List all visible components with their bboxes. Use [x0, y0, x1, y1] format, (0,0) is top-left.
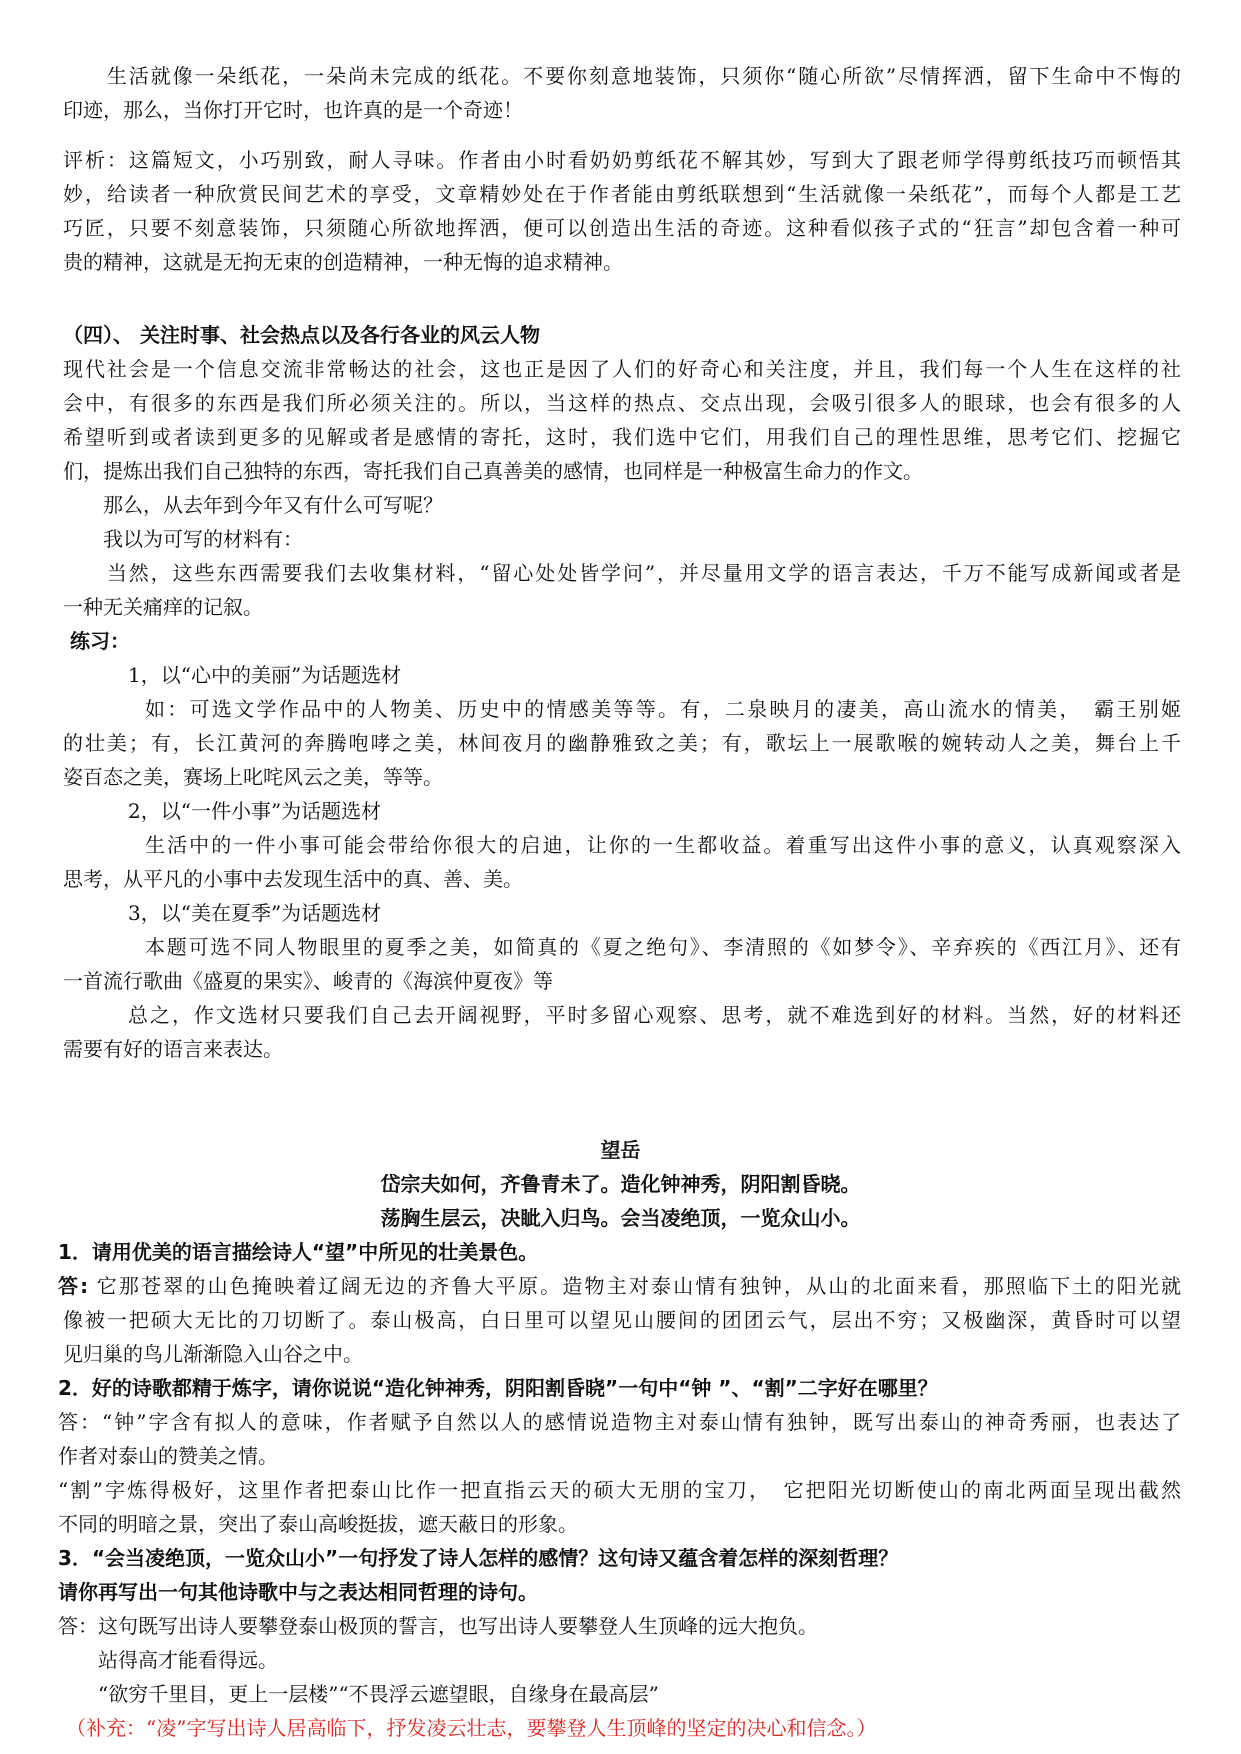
summary-line: 总之，作文选材只要我们自己去开阔视野，平时多留心观察、思考，就不难选到好的材料。当然，好的材料还 — [128, 1003, 1181, 1027]
section-heading: （四）、 关注时事、社会热点以及各行各业的风云人物 — [63, 323, 540, 347]
section-paragraph-line: 现代社会是一个信息交流非常畅达的社会，这也正是因了人们的好奇心和关注度，并且，我们每一个人生在这样的社 — [63, 357, 1181, 381]
commentary-line: 妙，给读者一种欣赏民间艺术的享受，文章精妙处在于作者能由剪纸联想到“生活就像一朵纸花”，而每个人都是工艺 — [63, 182, 1181, 206]
answer-2-line: 不同的明暗之景，突出了泰山高峻挺拔，遮天蔽日的形象。 — [58, 1512, 578, 1536]
question-3: 3．“会当凌绝顶，一览众山小”一句抒发了诗人怎样的感情？这句诗又蕴含着怎样的深刻哲理？ — [58, 1546, 899, 1570]
poem-line: 荡胸生层云，决眦入归鸟。会当凌绝顶，一览众山小。 — [380, 1206, 861, 1230]
poem-title: 望岳 — [600, 1138, 641, 1162]
answer-1-line: 见归巢的鸟儿渐渐隐入山谷之中。 — [63, 1342, 363, 1366]
answer-1-line — [58, 1271, 1181, 1301]
question-1: 1．请用优美的语言描绘诗人“望”中所见的壮美景色。 — [58, 1240, 539, 1264]
answer-3-line: 站得高才能看得远。 — [58, 1648, 278, 1672]
section-question: 那么，从去年到今年又有什么可写呢？ — [63, 493, 443, 517]
question-2: 2．好的诗歌都精于炼字，请你说说“造化钟神秀，阴阳割昏晓”一句中“钟 ”、“割”二字好在哪里？ — [58, 1376, 938, 1400]
answer-2-line: 作者对泰山的赞美之情。 — [58, 1444, 278, 1468]
section-paragraph-line: 们，提炼出我们自己独特的东西，寄托我们自己真善美的感情，也同样是一种极富生命力的作文。 — [63, 459, 923, 483]
exercise-heading: 练习： — [70, 629, 130, 653]
answer-1-text: 它那苍翠的山色掩映着辽阔无边的齐鲁大平原。造物主对泰山情有独钟，从山的北面来看，那照临下土的阳光就 — [88, 1274, 1181, 1298]
section-paragraph-line: 希望听到或者读到更多的见解或者是感情的寄托，这时，我们选中它们，用我们自己的理性思维，思考它们、挖掘它 — [63, 425, 1181, 449]
question-3: 请你再写出一句其他诗歌中与之表达相同哲理的诗句。 — [58, 1580, 538, 1604]
answer-2-line: “割”字炼得极好，这里作者把泰山比作一把直指云天的硕大无朋的宝刀， 它把阳光切断使山的南北两面呈现出截然 — [58, 1478, 1181, 1502]
commentary-line: 巧匠，只要不刻意装饰，只须随心所欲地挥洒，便可以创造出生活的奇迹。这种看似孩子式的“狂言”却包含着一种可 — [63, 216, 1181, 240]
section-paragraph-line: 会中，有很多的东西是我们所必须关注的。所以，当这样的热点、交点出现，会吸引很多人的眼球，也会有很多的人 — [63, 391, 1181, 415]
exercise-body-line: 姿百态之美，赛场上叱咤风云之美，等等。 — [63, 765, 443, 789]
exercise-body-line: 一首流行歌曲《盛夏的果实》、峻青的《海滨仲夏夜》等 — [63, 969, 553, 993]
zhihua-paragraph-line: 生活就像一朵纸花，一朵尚未完成的纸花。不要你刻意地装饰，只须你“随心所欲”尽情挥洒，留下生命中不悔的 — [63, 64, 1181, 88]
commentary-line: 贵的精神，这就是无拘无束的创造精神，一种无悔的追求精神。 — [63, 250, 623, 274]
answer-label: 答: — [58, 1274, 89, 1298]
answer-3-line: 答：这句既写出诗人要攀登泰山极顶的誓言，也写出诗人要攀登人生顶峰的远大抱负。 — [58, 1614, 818, 1638]
exercise-topic: 3，以“美在夏季”为话题选材 — [128, 901, 382, 925]
section-materials: 我以为可写的材料有： — [63, 527, 303, 551]
section-paragraph-line: 当然，这些东西需要我们去收集材料，“留心处处皆学问”，并尽量用文学的语言表达，千万不能写成新闻或者是 — [63, 561, 1181, 585]
exercise-body-line: 的壮美；有，长江黄河的奔腾咆哮之美，林间夜月的幽静雅致之美；有，歌坛上一展歌喉的婉转动人之美，舞台上千 — [63, 731, 1181, 755]
section-paragraph-line: 一种无关痛痒的记叙。 — [63, 595, 263, 619]
summary-line: 需要有好的语言来表达。 — [63, 1037, 283, 1061]
exercise-body-line: 本题可选不同人物眼里的夏季之美，如简真的《夏之绝句》、李清照的《如梦令》、辛弃疾的《西江月》、还有 — [145, 935, 1181, 959]
commentary-line: 评析：这篇短文，小巧别致，耐人寻味。作者由小时看奶奶剪纸花不解其妙，写到大了跟老师学得剪纸技巧而顿悟其 — [63, 148, 1181, 172]
answer-2-line: 答：“钟”字含有拟人的意味，作者赋予自然以人的感情说造物主对泰山情有独钟，既写出泰山的神奇秀丽，也表达了 — [58, 1410, 1181, 1434]
exercise-body-line: 生活中的一件小事可能会带给你很大的启迪，让你的一生都收益。着重写出这件小事的意义，认真观察深入 — [145, 833, 1181, 857]
zhihua-paragraph-line: 印迹，那么，当你打开它时，也许真的是一个奇迹！ — [63, 98, 523, 122]
exercise-body-line: 思考，从平凡的小事中去发现生活中的真、善、美。 — [63, 867, 523, 891]
exercise-topic: 2，以“一件小事”为话题选材 — [128, 799, 382, 823]
answer-3-line: “欲穷千里目，更上一层楼”“不畏浮云遮望眼，自缘身在最高层” — [58, 1682, 659, 1706]
answer-1-line: 像被一把硕大无比的刀切断了。泰山极高，白日里可以望见山腰间的团团云气，层出不穷；又极幽深，黄昏时可以望 — [63, 1308, 1181, 1332]
exercise-body-line: 如：可选文学作品中的人物美、历史中的情感美等等。有，二泉映月的凄美，高山流水的情美， 霸王别姬 — [145, 697, 1181, 721]
supplement-note: （补充：“凌”字写出诗人居高临下，抒发凌云壮志，要攀登人生顶峰的坚定的决心和信念。） — [66, 1716, 877, 1740]
exercise-topic: 1，以“心中的美丽”为话题选材 — [128, 663, 402, 687]
poem-line: 岱宗夫如何，齐鲁青未了。造化钟神秀，阴阳割昏晓。 — [380, 1172, 861, 1196]
